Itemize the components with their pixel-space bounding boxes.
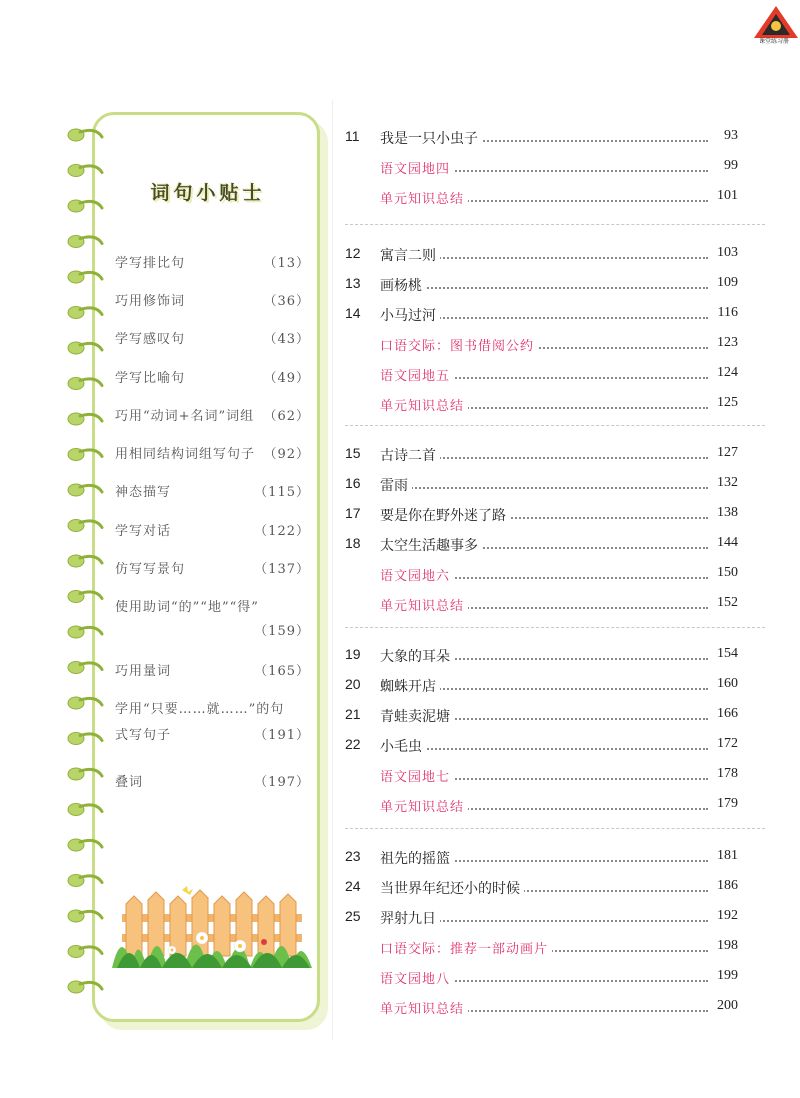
lesson-number: 22 bbox=[345, 736, 361, 752]
toc-title: 语文园地四 bbox=[380, 158, 454, 177]
toc-title: 口语交际：推荐一部动画片 bbox=[380, 938, 552, 957]
tip-item[interactable] bbox=[115, 367, 310, 387]
toc-row-lesson[interactable] bbox=[345, 475, 738, 495]
toc-title: 蜘蛛开店 bbox=[380, 676, 440, 696]
toc-page-number: 200 bbox=[713, 998, 738, 1014]
tip-label: 学写排比句 bbox=[115, 256, 186, 271]
tip-label: 用相同结构词组写句子 bbox=[115, 447, 256, 462]
toc-row-supplement[interactable] bbox=[345, 938, 738, 958]
tip-label: 叠词 bbox=[115, 775, 144, 790]
lesson-number: 25 bbox=[345, 908, 361, 924]
toc-row-supplement[interactable] bbox=[345, 565, 738, 585]
toc-title: 古诗二首 bbox=[380, 445, 440, 465]
lesson-number: 13 bbox=[345, 275, 361, 291]
section-separator bbox=[345, 224, 765, 225]
toc-row-lesson[interactable] bbox=[345, 305, 738, 325]
section-separator bbox=[345, 627, 765, 628]
toc-row-lesson[interactable] bbox=[345, 505, 738, 525]
toc-page-number: 152 bbox=[713, 595, 738, 611]
toc-title: 单元知识总结 bbox=[380, 796, 468, 815]
tip-label: 巧用修饰词 bbox=[115, 294, 186, 309]
toc-title: 大象的耳朵 bbox=[380, 646, 454, 666]
tips-title: 词句小贴士 bbox=[150, 182, 266, 204]
lesson-number: 14 bbox=[345, 305, 361, 321]
tip-page: （43） bbox=[263, 332, 310, 347]
tip-page: （49） bbox=[263, 371, 310, 386]
toc-row-supplement[interactable] bbox=[345, 998, 738, 1018]
tip-page: （122） bbox=[254, 524, 310, 539]
toc-page-number: 166 bbox=[713, 706, 738, 722]
toc-page-number: 144 bbox=[713, 535, 738, 551]
toc-page-number: 150 bbox=[713, 565, 738, 581]
tip-label: 学写感叹句 bbox=[115, 332, 186, 347]
toc-page-number: 181 bbox=[713, 848, 738, 864]
toc-row-supplement[interactable] bbox=[345, 796, 738, 816]
toc-row-lesson[interactable] bbox=[345, 128, 738, 148]
toc-row-supplement[interactable] bbox=[345, 968, 738, 988]
toc-page-number: 199 bbox=[713, 968, 738, 984]
toc-title: 语文园地八 bbox=[380, 968, 454, 987]
toc-row-lesson[interactable] bbox=[345, 245, 738, 265]
toc-title: 单元知识总结 bbox=[380, 595, 468, 614]
toc-title: 寓言二则 bbox=[380, 245, 440, 265]
toc-title: 雷雨 bbox=[380, 475, 412, 495]
toc-page-number: 154 bbox=[713, 646, 738, 662]
toc-page-number: 192 bbox=[713, 908, 738, 924]
toc-page-number: 123 bbox=[713, 335, 738, 351]
tip-item[interactable] bbox=[115, 328, 310, 348]
tip-page: （137） bbox=[254, 562, 310, 577]
tip-item[interactable] bbox=[115, 481, 310, 501]
toc-page-number: 138 bbox=[713, 505, 738, 521]
toc-title: 口语交际：图书借阅公约 bbox=[380, 335, 538, 354]
toc-page-number: 103 bbox=[713, 245, 738, 261]
column-divider bbox=[332, 100, 333, 1040]
toc-page-number: 179 bbox=[713, 796, 738, 812]
notebook-rings-icon bbox=[62, 125, 112, 1005]
toc-page-number: 124 bbox=[713, 365, 738, 381]
toc-page-number: 127 bbox=[713, 445, 738, 461]
toc-row-supplement[interactable] bbox=[345, 188, 738, 208]
lesson-number: 23 bbox=[345, 848, 361, 864]
tip-page: （36） bbox=[263, 294, 310, 309]
tip-label: 仿写写景句 bbox=[115, 562, 186, 577]
fence-flowers-illustration bbox=[112, 876, 312, 968]
toc-page-number: 172 bbox=[713, 736, 738, 752]
toc-title: 语文园地六 bbox=[380, 565, 454, 584]
tip-label: 巧用量词 bbox=[115, 664, 172, 679]
section-separator bbox=[345, 828, 765, 829]
leader-dots bbox=[380, 748, 708, 750]
tip-item[interactable] bbox=[115, 660, 310, 680]
toc-row-lesson[interactable] bbox=[345, 275, 738, 295]
toc-page-number: 109 bbox=[713, 275, 738, 291]
logo-text: 课堂练习册 bbox=[758, 38, 789, 45]
tip-item[interactable] bbox=[115, 290, 310, 310]
toc-title: 单元知识总结 bbox=[380, 395, 468, 414]
tip-label-continued: 式写句子 bbox=[115, 728, 172, 743]
toc-row-lesson[interactable] bbox=[345, 736, 738, 756]
toc-row-lesson[interactable] bbox=[345, 848, 738, 868]
toc-title: 单元知识总结 bbox=[380, 188, 468, 207]
toc-title: 我是一只小虫子 bbox=[380, 128, 482, 148]
toc-page-number: 116 bbox=[714, 305, 738, 321]
tip-page: （62） bbox=[263, 409, 310, 424]
toc-row-supplement[interactable] bbox=[345, 158, 738, 178]
tip-item[interactable] bbox=[115, 558, 310, 578]
toc-page-number: 99 bbox=[720, 158, 738, 174]
toc-row-lesson[interactable] bbox=[345, 646, 738, 666]
toc-title: 小马过河 bbox=[380, 305, 440, 325]
toc-row-lesson[interactable] bbox=[345, 908, 738, 928]
toc-page-number: 132 bbox=[713, 475, 738, 491]
lesson-number: 20 bbox=[345, 676, 361, 692]
toc-page-number: 198 bbox=[713, 938, 738, 954]
tip-item[interactable] bbox=[115, 443, 310, 463]
toc-page-number: 160 bbox=[713, 676, 738, 692]
toc-row-lesson[interactable] bbox=[345, 706, 738, 726]
lesson-number: 17 bbox=[345, 505, 361, 521]
toc-title: 祖先的摇篮 bbox=[380, 848, 454, 868]
tip-item[interactable] bbox=[115, 771, 310, 791]
toc-title: 语文园地七 bbox=[380, 766, 454, 785]
toc-page-number: 178 bbox=[713, 766, 738, 782]
toc-row-supplement[interactable] bbox=[345, 395, 738, 415]
lesson-number: 24 bbox=[345, 878, 361, 894]
tip-page: （197） bbox=[254, 775, 310, 790]
toc-row-supplement[interactable] bbox=[345, 365, 738, 385]
tip-item[interactable] bbox=[115, 405, 310, 425]
toc-title: 语文园地五 bbox=[380, 365, 454, 384]
tip-page: （13） bbox=[263, 256, 310, 271]
tip-label: 学写对话 bbox=[115, 524, 172, 539]
toc-title: 青蛙卖泥塘 bbox=[380, 706, 454, 726]
tip-page: （165） bbox=[254, 664, 310, 679]
toc-title: 小毛虫 bbox=[380, 736, 426, 756]
tip-label: 巧用“动词+名词”词组 bbox=[115, 409, 255, 424]
lesson-number: 15 bbox=[345, 445, 361, 461]
toc-title: 画杨桃 bbox=[380, 275, 426, 295]
lesson-number: 16 bbox=[345, 475, 361, 491]
leader-dots bbox=[380, 487, 708, 489]
toc-row-supplement[interactable] bbox=[345, 766, 738, 786]
toc-title: 要是你在野外迷了路 bbox=[380, 505, 510, 525]
tip-page: （115） bbox=[254, 485, 310, 500]
tip-page: （92） bbox=[263, 447, 310, 462]
lesson-number: 11 bbox=[345, 128, 360, 144]
tip-page: （159） bbox=[254, 624, 310, 639]
toc-row-supplement[interactable] bbox=[345, 335, 738, 355]
leader-dots bbox=[380, 287, 708, 289]
toc-title: 单元知识总结 bbox=[380, 998, 468, 1017]
toc-title: 羿射九日 bbox=[380, 908, 440, 928]
tip-item[interactable] bbox=[115, 698, 310, 743]
toc-row-lesson[interactable] bbox=[345, 445, 738, 465]
toc-page-number: 125 bbox=[713, 395, 738, 411]
toc-page-number: 186 bbox=[713, 878, 738, 894]
tip-label: 使用助词“的”“地”“得” bbox=[115, 600, 259, 615]
tip-item[interactable] bbox=[115, 252, 310, 272]
toc-page-number: 101 bbox=[713, 188, 738, 204]
tip-page: （191） bbox=[254, 728, 310, 743]
lesson-number: 18 bbox=[345, 535, 361, 551]
toc-row-supplement[interactable] bbox=[345, 595, 738, 615]
lesson-number: 21 bbox=[345, 706, 361, 722]
tip-label: 学用“只要……就……”的句 bbox=[115, 702, 285, 717]
toc-row-lesson[interactable] bbox=[345, 878, 738, 898]
tip-label: 神态描写 bbox=[115, 485, 172, 500]
tip-label: 学写比喻句 bbox=[115, 371, 186, 386]
tip-item[interactable] bbox=[115, 520, 310, 540]
lesson-number: 12 bbox=[345, 245, 361, 261]
toc-row-lesson[interactable] bbox=[345, 676, 738, 696]
toc-page-number: 93 bbox=[720, 128, 738, 144]
section-separator bbox=[345, 425, 765, 426]
toc-title: 当世界年纪还小的时候 bbox=[380, 878, 524, 898]
tip-item[interactable] bbox=[115, 596, 310, 639]
lesson-number: 19 bbox=[345, 646, 361, 662]
toc-row-lesson[interactable] bbox=[345, 535, 738, 555]
toc-title: 太空生活趣事多 bbox=[380, 535, 482, 555]
